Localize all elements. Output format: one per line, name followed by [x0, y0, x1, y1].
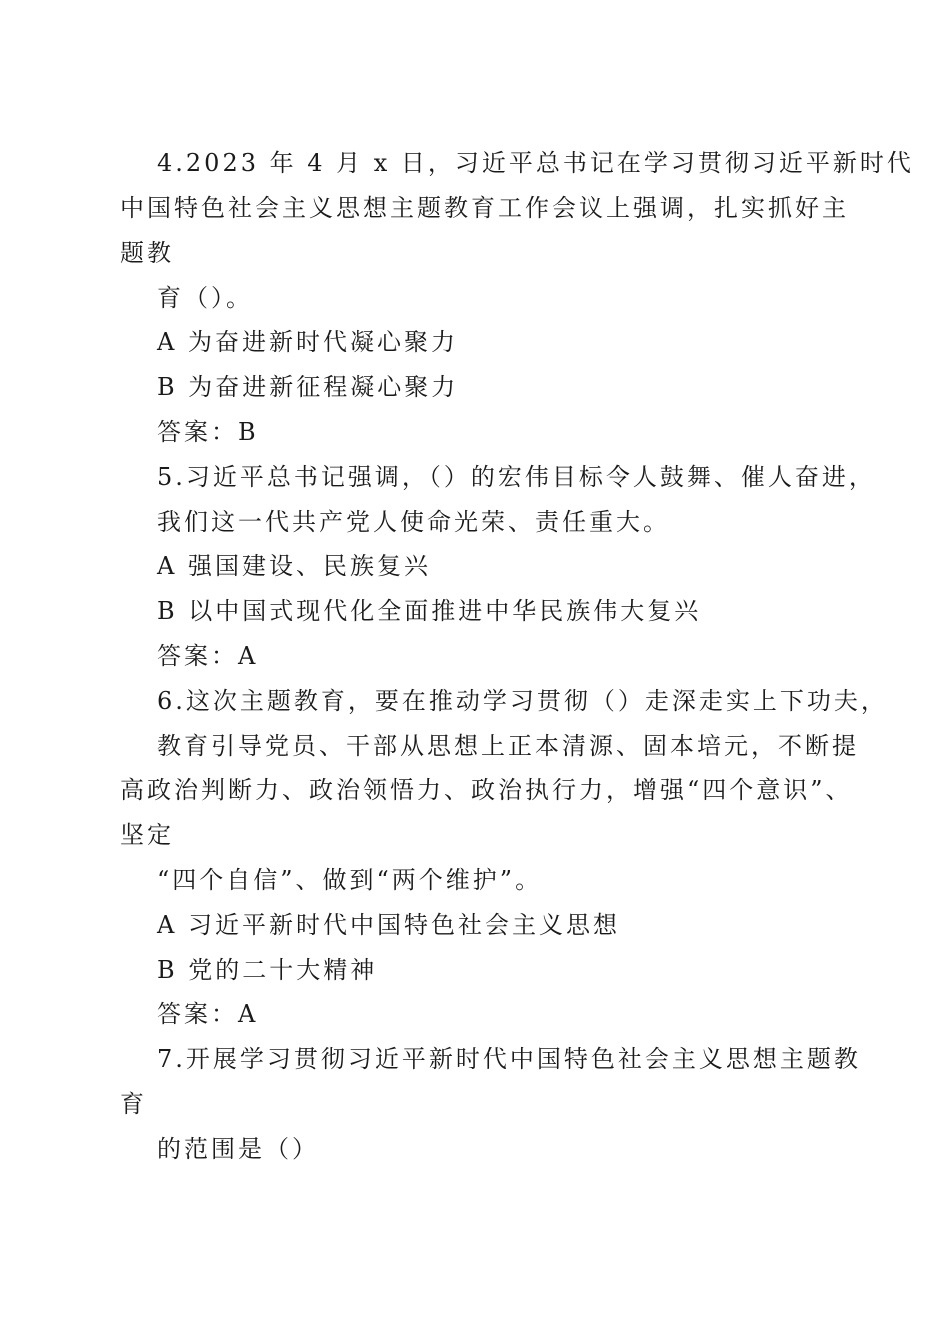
q6-stem-line-4: 坚定 [120, 821, 174, 849]
q6-stem-line-3: 高政治判断力、政治领悟力、政治执行力，增强“四个意识”、 [120, 776, 853, 804]
q6-stem-line-5: “四个自信”、做到“两个维护”。 [157, 866, 543, 894]
q4-option-b: B 为奋进新征程凝心聚力 [157, 373, 459, 401]
q4-stem-line-1: 4.2023 年 4 月 x 日，习近平总书记在学习贯彻习近平新时代 [157, 149, 914, 177]
q5-stem-line-1: 5.习近平总书记强调，（）的宏伟目标令人鼓舞、催人奋进， [157, 463, 876, 491]
q7-stem-line-3: 的范围是（） [157, 1135, 319, 1163]
q4-answer: 答案：B [157, 418, 259, 446]
q4-stem-line-3: 题教 [120, 239, 174, 267]
q5-option-a: A 强国建设、民族复兴 [157, 552, 431, 580]
q6-answer: 答案：A [157, 1000, 259, 1028]
q7-stem-line-1: 7.开展学习贯彻习近平新时代中国特色社会主义思想主题教 [157, 1045, 861, 1073]
q4-stem-line-4: 育（）。 [157, 284, 253, 312]
q5-option-b: B 以中国式现代化全面推进中华民族伟大复兴 [157, 597, 702, 625]
q4-stem-line-2: 中国特色社会主义思想主题教育工作会议上强调，扎实抓好主 [120, 194, 849, 222]
q5-answer: 答案：A [157, 642, 259, 670]
q6-option-a: A 习近平新时代中国特色社会主义思想 [157, 911, 620, 939]
q6-option-b: B 党的二十大精神 [157, 956, 378, 984]
q5-stem-line-2: 我们这一代共产党人使命光荣、责任重大。 [157, 508, 670, 536]
q7-stem-line-2: 育 [120, 1090, 147, 1118]
q6-stem-line-1: 6.这次主题教育，要在推动学习贯彻（）走深走实上下功夫， [157, 687, 888, 715]
q6-stem-line-2: 教育引导党员、干部从思想上正本清源、固本培元，不断提 [157, 732, 859, 760]
q4-option-a: A 为奋进新时代凝心聚力 [157, 328, 458, 356]
